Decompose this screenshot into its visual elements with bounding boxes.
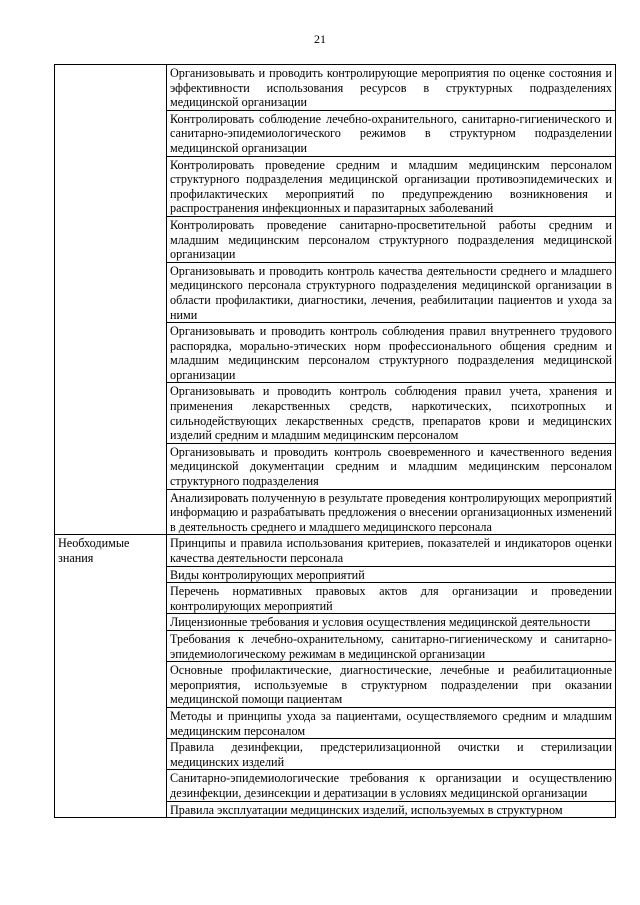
action-item: Организовывать и проводить контролирующие мероприятия по оценке состояния и эффективности использования ресурсов в структурных подразделениях медицинской организации bbox=[167, 65, 616, 111]
knowledge-item: Правила дезинфекции, предстерилизационной очистки и стерилизации медицинских изделий bbox=[167, 739, 616, 770]
knowledge-item: Требования к лечебно-охранительному, санитарно-гигиеническому и санитарно-эпидемиологическому режимам в медицинской организации bbox=[167, 630, 616, 661]
table-row bbox=[55, 535, 616, 566]
action-item: Контролировать проведение средним и младшим медицинским персоналом структурного подразделения медицинской организации противоэпидемических и профилактических мероприятий по предупреждению возникновения и распространения инфекционных и паразитарных заболеваний bbox=[167, 156, 616, 216]
table-row bbox=[55, 65, 616, 111]
knowledge-item: Правила эксплуатации медицинских изделий, используемых в структурном bbox=[167, 801, 616, 818]
action-item: Контролировать проведение санитарно-просветительной работы средним и младшим медицинским персоналом структурного подразделения медицинской организации bbox=[167, 216, 616, 262]
action-item: Организовывать и проводить контроль качества деятельности среднего и младшего медицинского персонала структурного подразделения медицинской организации в области профилактики, диагностики, лечения, реабилитации пациентов и ухода за ними bbox=[167, 262, 616, 322]
knowledge-label: Необходимые знания bbox=[55, 535, 167, 818]
actions-label-cell bbox=[55, 65, 167, 535]
knowledge-item: Санитарно-эпидемиологические требования к организации и осуществлению дезинфекции, дезинсекции и дератизации в условиях медицинской организации bbox=[167, 770, 616, 801]
knowledge-item: Лицензионные требования и условия осуществления медицинской деятельности bbox=[167, 614, 616, 631]
action-item: Организовывать и проводить контроль соблюдения правил учета, хранения и применения лекарственных средств, наркотических, психотропных и сильнодействующих лекарственных средств, препаратов крови и медицинских изделий средним и младшим медицинским персоналом bbox=[167, 383, 616, 443]
action-item: Анализировать полученную в результате проведения контролирующих мероприятий информацию и разрабатывать предложения о внесении организационных изменений в деятельность среднего и младшего медицинского персонала bbox=[167, 489, 616, 535]
action-item: Организовывать и проводить контроль соблюдения правил внутреннего трудового распорядка, морально-этических норм профессионального общения средним и младшим медицинским персоналом структурного подразделения медицинской организации bbox=[167, 323, 616, 383]
knowledge-item: Основные профилактические, диагностические, лечебные и реабилитационные мероприятия, используемые в структурном подразделении при оказании медицинской помощи пациентам bbox=[167, 662, 616, 708]
page-number: 21 bbox=[314, 32, 326, 46]
knowledge-item: Перечень нормативных правовых актов для организации и проведении контролирующих мероприятий bbox=[167, 583, 616, 614]
action-item: Контролировать соблюдение лечебно-охранительного, санитарно-гигиенического и санитарно-эпидемиологического режимов в структурном подразделении медицинской организации bbox=[167, 110, 616, 156]
knowledge-item: Методы и принципы ухода за пациентами, осуществляемого средним и младшим медицинским персоналом bbox=[167, 707, 616, 738]
functions-table bbox=[54, 64, 616, 818]
knowledge-item: Принципы и правила использования критериев, показателей и индикаторов оценки качества деятельности персонала bbox=[167, 535, 616, 566]
action-item: Организовывать и проводить контроль своевременного и качественного ведения медицинской документации средним и младшим медицинским персоналом структурного подразделения bbox=[167, 443, 616, 489]
knowledge-item: Виды контролирующих мероприятий bbox=[167, 566, 616, 583]
